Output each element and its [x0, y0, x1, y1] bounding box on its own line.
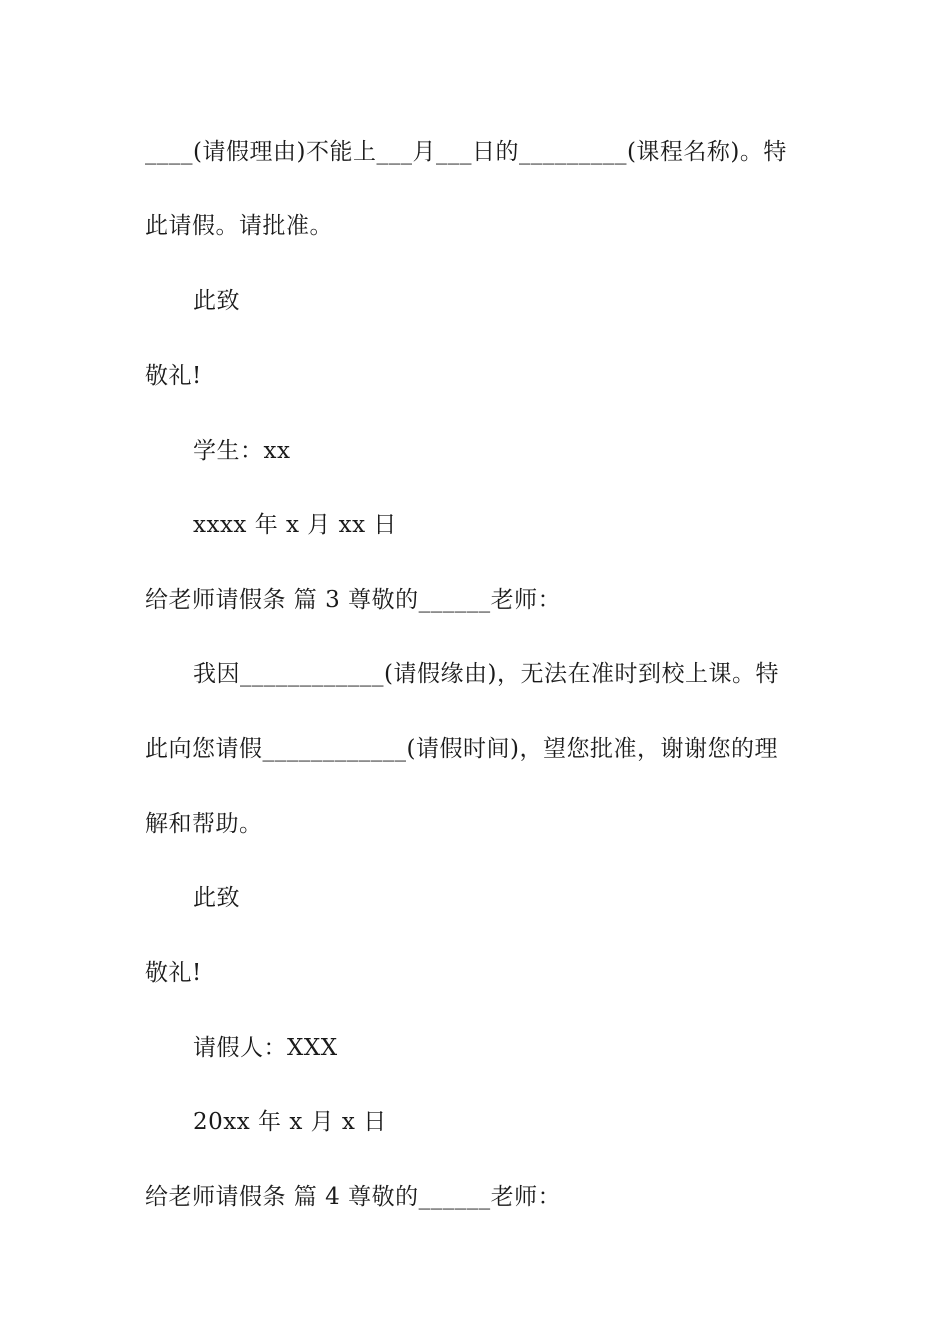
paragraph-line: 此请假。请批准。 — [145, 213, 333, 239]
paragraph-line: 此向您请假____________(请假时间)，望您批准，谢谢您的理 — [145, 736, 778, 762]
date-line: 20xx 年 x 月 x 日 — [193, 1109, 387, 1135]
salutation-line: 此致 — [193, 885, 240, 911]
paragraph-line: 我因____________(请假缘由)，无法在准时到校上课。特 — [193, 661, 779, 687]
signature-line: 学生：xx — [193, 438, 291, 464]
closing-line: 敬礼! — [145, 960, 202, 986]
section-heading: 给老师请假条 篇 4 尊敬的______老师： — [145, 1184, 562, 1210]
paragraph-line: ____(请假理由)不能上___月___日的_________(课程名称)。特 — [145, 139, 787, 165]
closing-line: 敬礼! — [145, 363, 202, 389]
signature-line: 请假人：XXX — [193, 1035, 338, 1061]
salutation-line: 此致 — [193, 288, 240, 314]
section-heading: 给老师请假条 篇 3 尊敬的______老师： — [145, 587, 562, 613]
date-line: xxxx 年 x 月 xx 日 — [193, 512, 397, 538]
paragraph-line: 解和帮助。 — [145, 811, 263, 837]
